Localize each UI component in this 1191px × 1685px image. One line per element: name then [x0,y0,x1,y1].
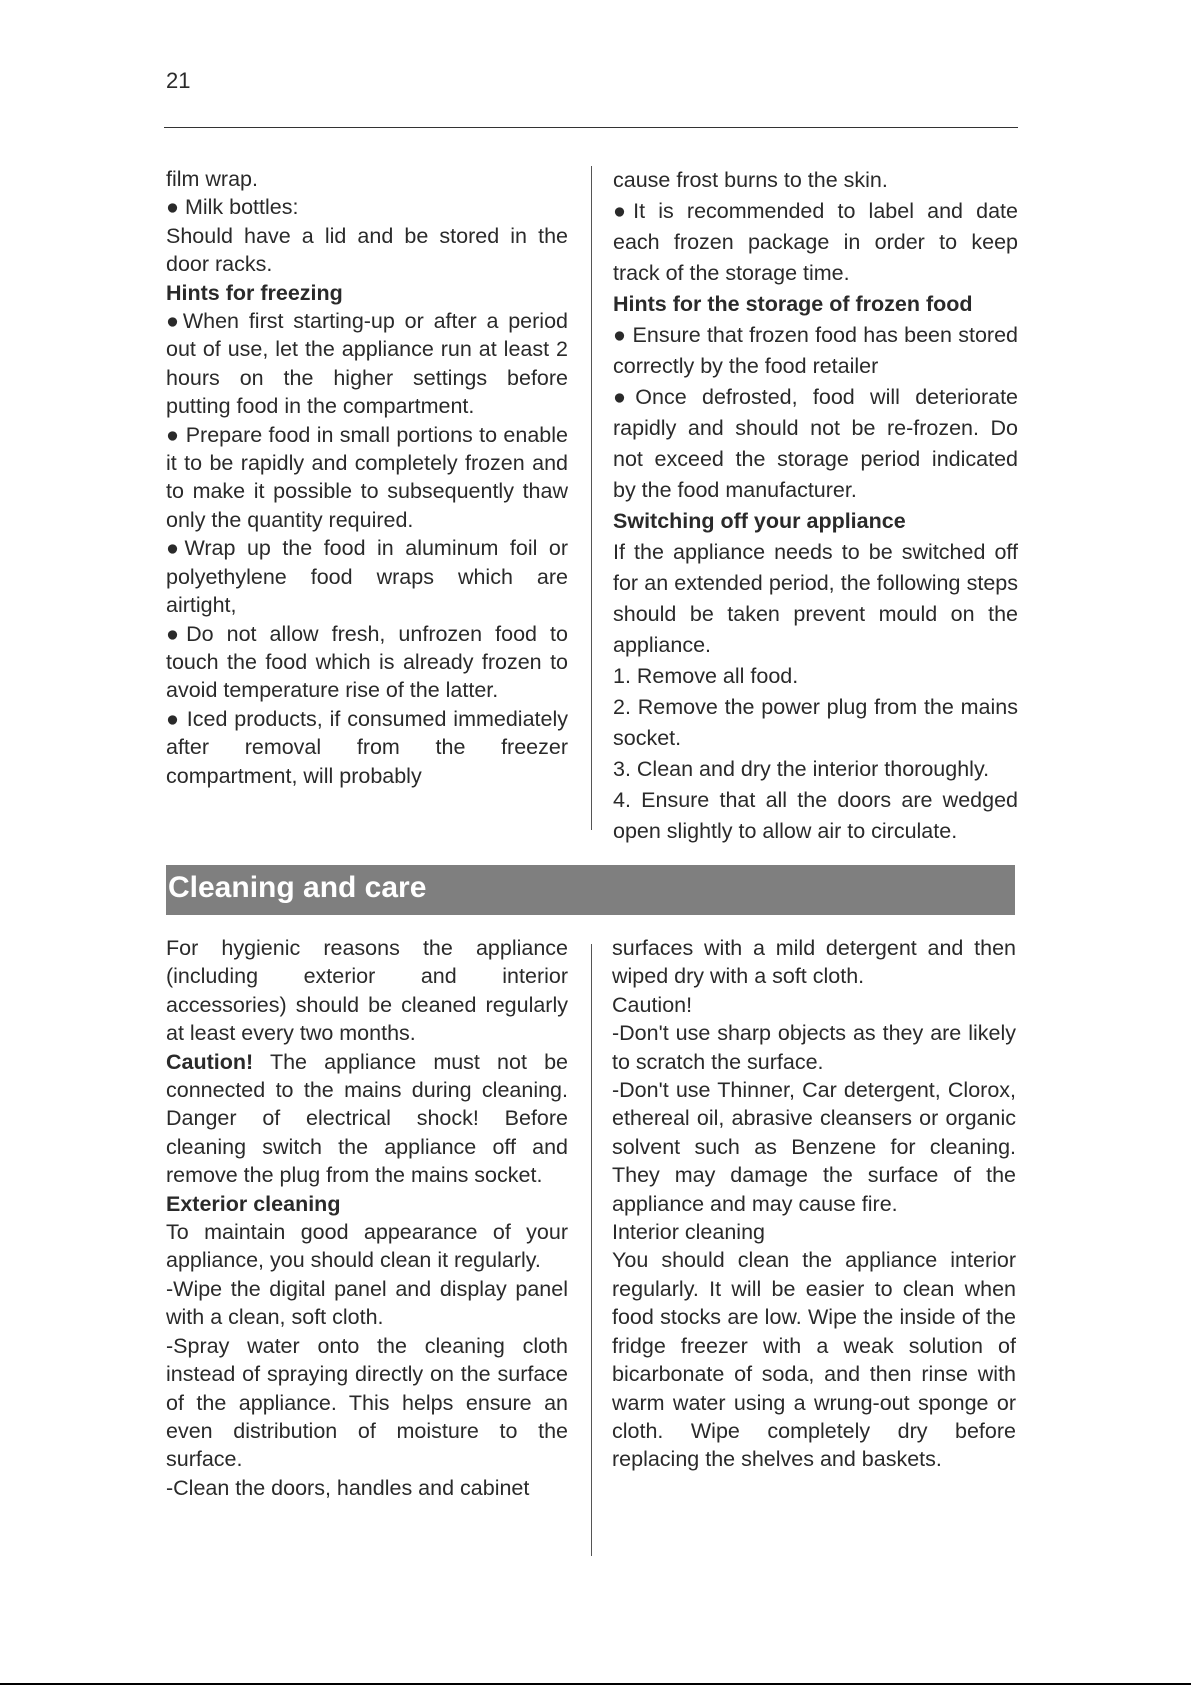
subheading: Hints for the storage of frozen food [613,292,973,316]
paragraph: 1. Remove all food. [613,664,799,688]
bottom-left-column [166,934,568,1502]
paragraph: ●When first starting-up or after a period out of use, let the appliance run at least 2 hours on the higher settings before putting food in the compartment. [166,309,568,419]
paragraph: surfaces with a mild detergent and then wiped dry with a soft cloth. [612,936,1016,989]
paragraph: -Don't use Thinner, Car detergent, Clorox, ethereal oil, abrasive cleansers or organic solvent such as Benzene for cleaning. They may damage the surface of the appliance and may cause fire. [612,1078,1016,1216]
paragraph: 3. Clean and dry the interior thoroughly. [613,757,990,781]
paragraph: cause frost burns to the skin. [613,168,888,192]
paragraph: ● Prepare food in small portions to enable it to be rapidly and completely frozen and to make it possible to subsequently thaw only the quantity required. [166,422,568,532]
paragraph: Interior cleaning [612,1220,765,1245]
top-left-column [166,165,568,790]
subheading: Hints for freezing [166,280,343,305]
header-rule [164,127,1018,128]
section-banner [166,865,1015,915]
paragraph: ●Do not allow fresh, unfrozen food to touch the food which is already frozen to avoid temperature rise of the latter. [166,621,568,703]
paragraph: 4. Ensure that all the doors are wedged open slightly to allow air to circulate. [613,788,1018,843]
subheading [166,1048,568,1190]
paragraph: 2. Remove the power plug from the mains socket. [613,695,1018,750]
paragraph: -Don't use sharp objects as they are likely to scratch the surface. [612,1021,1016,1074]
paragraph: ●Wrap up the food in aluminum foil or polyethylene food wraps which are airtight, [166,536,568,618]
paragraph: ● Milk bottles: [166,195,299,220]
paragraph: If the appliance needs to be switched off for an extended period, the following steps should be taken prevent mould on the appliance. [613,540,1018,657]
page-number: 21 [166,68,191,93]
paragraph: You should clean the appliance interior regularly. It will be easier to clean when food stocks are low. Wipe the inside of the fridge freezer with a weak solution of bicarbonate of soda, and then rinse with warm water using a wrung-out sponge or cloth. Wipe completely dry before replacing the shelves and baskets. [612,1248,1016,1472]
paragraph: ● Iced products, if consumed immediately after removal from the freezer compartment, will probably [166,706,568,788]
caution-label: Caution! [166,1049,254,1074]
caution-text: The appliance must not be connected to the mains during cleaning. Danger of electrical shock! Before cleaning switch the appliance off and remove the plug from the mains socket. [166,1049,568,1188]
bottom-column-divider [591,944,592,1556]
paragraph: Should have a lid and be stored in the door racks. [166,223,568,277]
top-right-column [613,165,1018,847]
paragraph: -Clean the doors, handles and cabinet [166,1475,530,1500]
paragraph: -Wipe the digital panel and display panel with a clean, soft cloth. [166,1276,568,1330]
paragraph: ●Once defrosted, food will deteriorate rapidly and should not be re-frozen. Do not exceed the storage period indicated by the food manufacturer. [613,385,1018,502]
paragraph: -Spray water onto the cleaning cloth instead of spraying directly on the surface of the appliance. This helps ensure an even distribution of moisture to the surface. [166,1333,568,1472]
paragraph: ● Ensure that frozen food has been stored correctly by the food retailer [613,323,1018,378]
bottom-right-column [612,934,1016,1474]
paragraph: To maintain good appearance of your appliance, you should clean it regularly. [166,1220,568,1273]
subheading: Switching off your appliance [613,509,906,533]
section-title: Cleaning and care [168,871,427,904]
subheading: Exterior cleaning [166,1191,341,1216]
top-column-divider [591,166,592,830]
paragraph: film wrap. [166,167,258,191]
paragraph: Caution! [612,992,693,1017]
paragraph: ●It is recommended to label and date each frozen package in order to keep track of the storage time. [613,199,1018,285]
paragraph: For hygienic reasons the appliance (including exterior and interior accessories) should be cleaned regularly at least every two months. [166,936,568,1046]
